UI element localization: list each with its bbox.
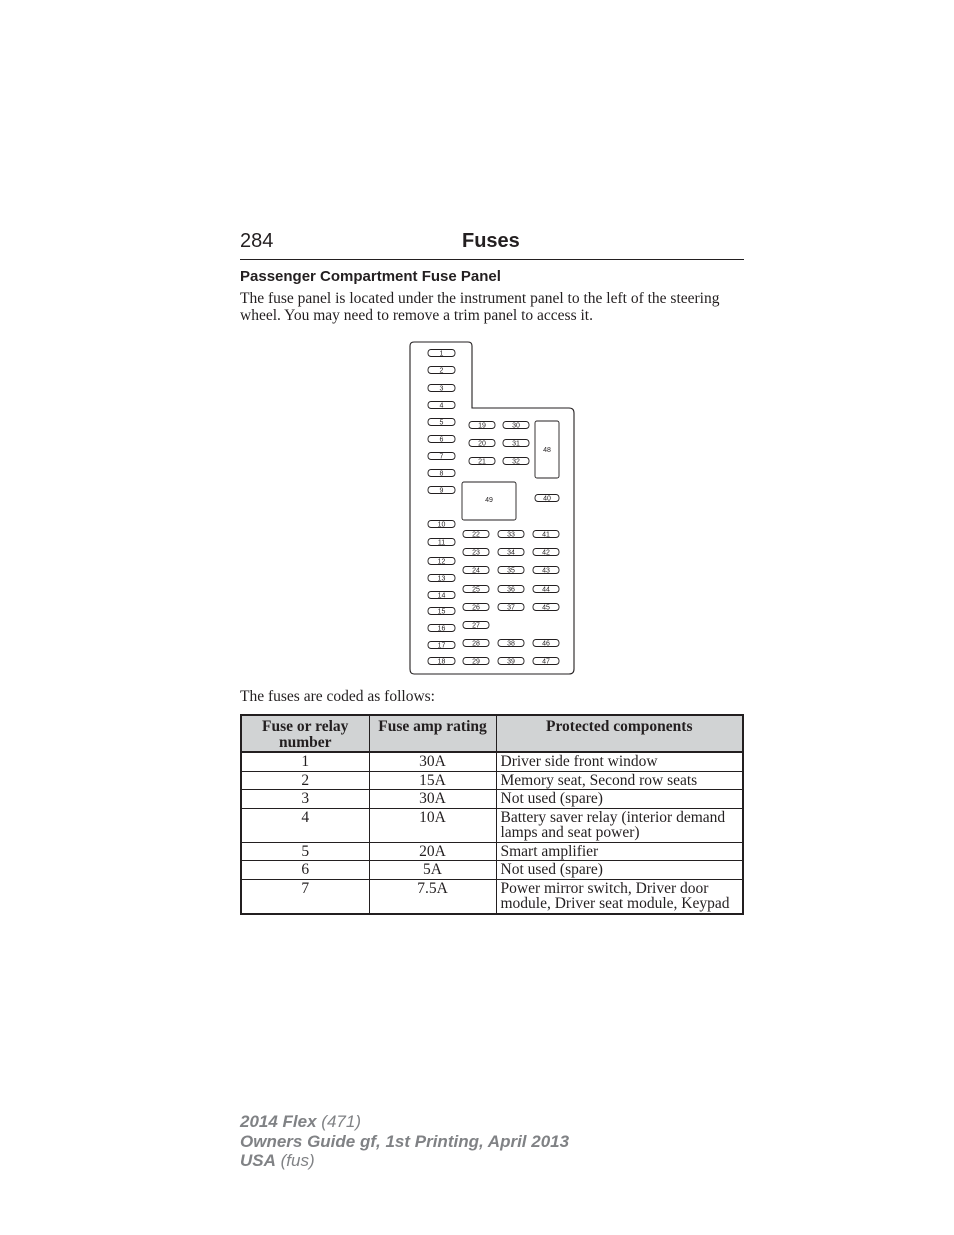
fuse-34-label: 34 <box>507 549 515 557</box>
fuse-2-label: 2 <box>439 367 444 375</box>
fuse-number: 5 <box>241 842 369 861</box>
fuse-41-label: 41 <box>542 531 550 539</box>
fuse-8-label: 8 <box>439 470 444 478</box>
fuse-11-label: 11 <box>437 539 446 547</box>
fuse-21-label: 21 <box>478 458 486 466</box>
amp-rating: 30A <box>369 790 496 809</box>
protected-components: Smart amplifier <box>496 842 743 861</box>
amp-rating: 15A <box>369 771 496 790</box>
fuse-5-label: 5 <box>439 419 444 427</box>
fuse-24-label: 24 <box>472 567 480 575</box>
table-row <box>241 771 743 790</box>
protected-components: Not used (spare) <box>496 790 743 809</box>
fuse-number: 4 <box>241 808 369 842</box>
footer-guide: Owners Guide gf, 1st Printing, April 2013 <box>240 1131 570 1151</box>
fuse-22-label: 22 <box>472 531 480 539</box>
fuse-15-label: 15 <box>437 608 446 616</box>
header-protected-components: Protected components <box>496 715 743 752</box>
table-row <box>241 842 743 861</box>
fuse-44-label: 44 <box>542 586 550 594</box>
fuse-9-label: 9 <box>439 487 444 495</box>
fuse-42-label: 42 <box>542 549 550 557</box>
fuse-45-label: 45 <box>542 604 550 612</box>
fuse-25-label: 25 <box>472 586 480 594</box>
chapter-title: Fuses <box>462 230 520 252</box>
fuse-number: 7 <box>241 879 369 914</box>
header-fuse-number: Fuse or relay number <box>241 715 369 752</box>
document-footer <box>240 1112 569 1171</box>
fuse-4-label: 4 <box>439 402 444 410</box>
footer-guide-line <box>240 1132 569 1152</box>
fuse-12-label: 12 <box>437 558 446 566</box>
intro-paragraph: The fuse panel is located under the instrument panel to the left of the steering wheel. You may need to remove a trim panel to access it. <box>240 290 720 324</box>
fuse-40-label: 40 <box>543 495 551 503</box>
fuse-16-label: 16 <box>437 625 446 633</box>
page-header <box>240 229 744 260</box>
footer-region-code: (fus) <box>280 1151 315 1170</box>
fuse-14-label: 14 <box>437 592 446 600</box>
fuse-19-label: 19 <box>478 422 486 430</box>
amp-rating: 7.5A <box>369 879 496 914</box>
fuse-35-label: 35 <box>507 567 515 575</box>
footer-model: 2014 Flex <box>240 1112 317 1131</box>
fuse-18-label: 18 <box>437 658 446 666</box>
fuse-group <box>428 350 559 666</box>
header-amp-rating: Fuse amp rating <box>369 715 496 752</box>
fuse-10-label: 10 <box>437 521 446 529</box>
table-row <box>241 752 743 771</box>
fuse-37-label: 37 <box>507 604 515 612</box>
fuse-33-label: 33 <box>507 531 515 539</box>
relay-49-label: 49 <box>485 497 493 504</box>
fuse-43-label: 43 <box>542 567 550 575</box>
fuse-20-label: 20 <box>478 440 486 448</box>
fuse-29-label: 29 <box>472 658 480 666</box>
footer-region: USA <box>240 1151 276 1170</box>
fuse-13-label: 13 <box>437 575 446 583</box>
fuse-number: 2 <box>241 771 369 790</box>
protected-components: Not used (spare) <box>496 861 743 880</box>
amp-rating: 30A <box>369 752 496 771</box>
protected-components: Driver side front window <box>496 752 743 771</box>
fuse-number: 6 <box>241 861 369 880</box>
fuse-38-label: 38 <box>507 640 515 648</box>
fuse-number: 3 <box>241 790 369 809</box>
fuse-39-label: 39 <box>507 658 515 666</box>
footer-model-code: (471) <box>321 1112 361 1131</box>
fuse-number: 1 <box>241 752 369 771</box>
amp-rating: 5A <box>369 861 496 880</box>
footer-model-line <box>240 1112 569 1132</box>
protected-components: Memory seat, Second row seats <box>496 771 743 790</box>
fuse-31-label: 31 <box>512 440 520 448</box>
fuse-47-label: 47 <box>542 658 550 666</box>
table-row <box>241 808 743 842</box>
fuse-table <box>240 714 744 915</box>
relay-48-label: 48 <box>543 446 551 454</box>
protected-components: Battery saver relay (interior demand lamps and seat power) <box>496 808 743 842</box>
table-header-row <box>241 715 743 752</box>
fuse-17-label: 17 <box>437 642 446 650</box>
table-row <box>241 790 743 809</box>
table-row <box>241 879 743 914</box>
table-row <box>241 861 743 880</box>
amp-rating: 20A <box>369 842 496 861</box>
fuse-28-label: 28 <box>472 640 480 648</box>
section-title: Passenger Compartment Fuse Panel <box>240 268 501 285</box>
fuse-30-label: 30 <box>512 422 520 430</box>
amp-rating: 10A <box>369 808 496 842</box>
fuse-36-label: 36 <box>507 586 515 594</box>
fuse-1-label: 1 <box>439 350 444 358</box>
fuse-7-label: 7 <box>439 453 444 461</box>
fuse-23-label: 23 <box>472 549 480 557</box>
fuse-27-label: 27 <box>472 622 480 630</box>
fuse-46-label: 46 <box>542 640 550 648</box>
fuse-26-label: 26 <box>472 604 480 612</box>
page-number: 284 <box>240 230 274 252</box>
protected-components: Power mirror switch, Driver door module, Driver seat module, Keypad <box>496 879 743 914</box>
fuse-32-label: 32 <box>512 458 520 466</box>
footer-region-line <box>240 1151 569 1171</box>
coded-text: The fuses are coded as follows: <box>240 688 435 705</box>
fuse-panel-diagram <box>405 338 579 678</box>
fuse-6-label: 6 <box>439 436 444 444</box>
fuse-3-label: 3 <box>439 385 444 393</box>
